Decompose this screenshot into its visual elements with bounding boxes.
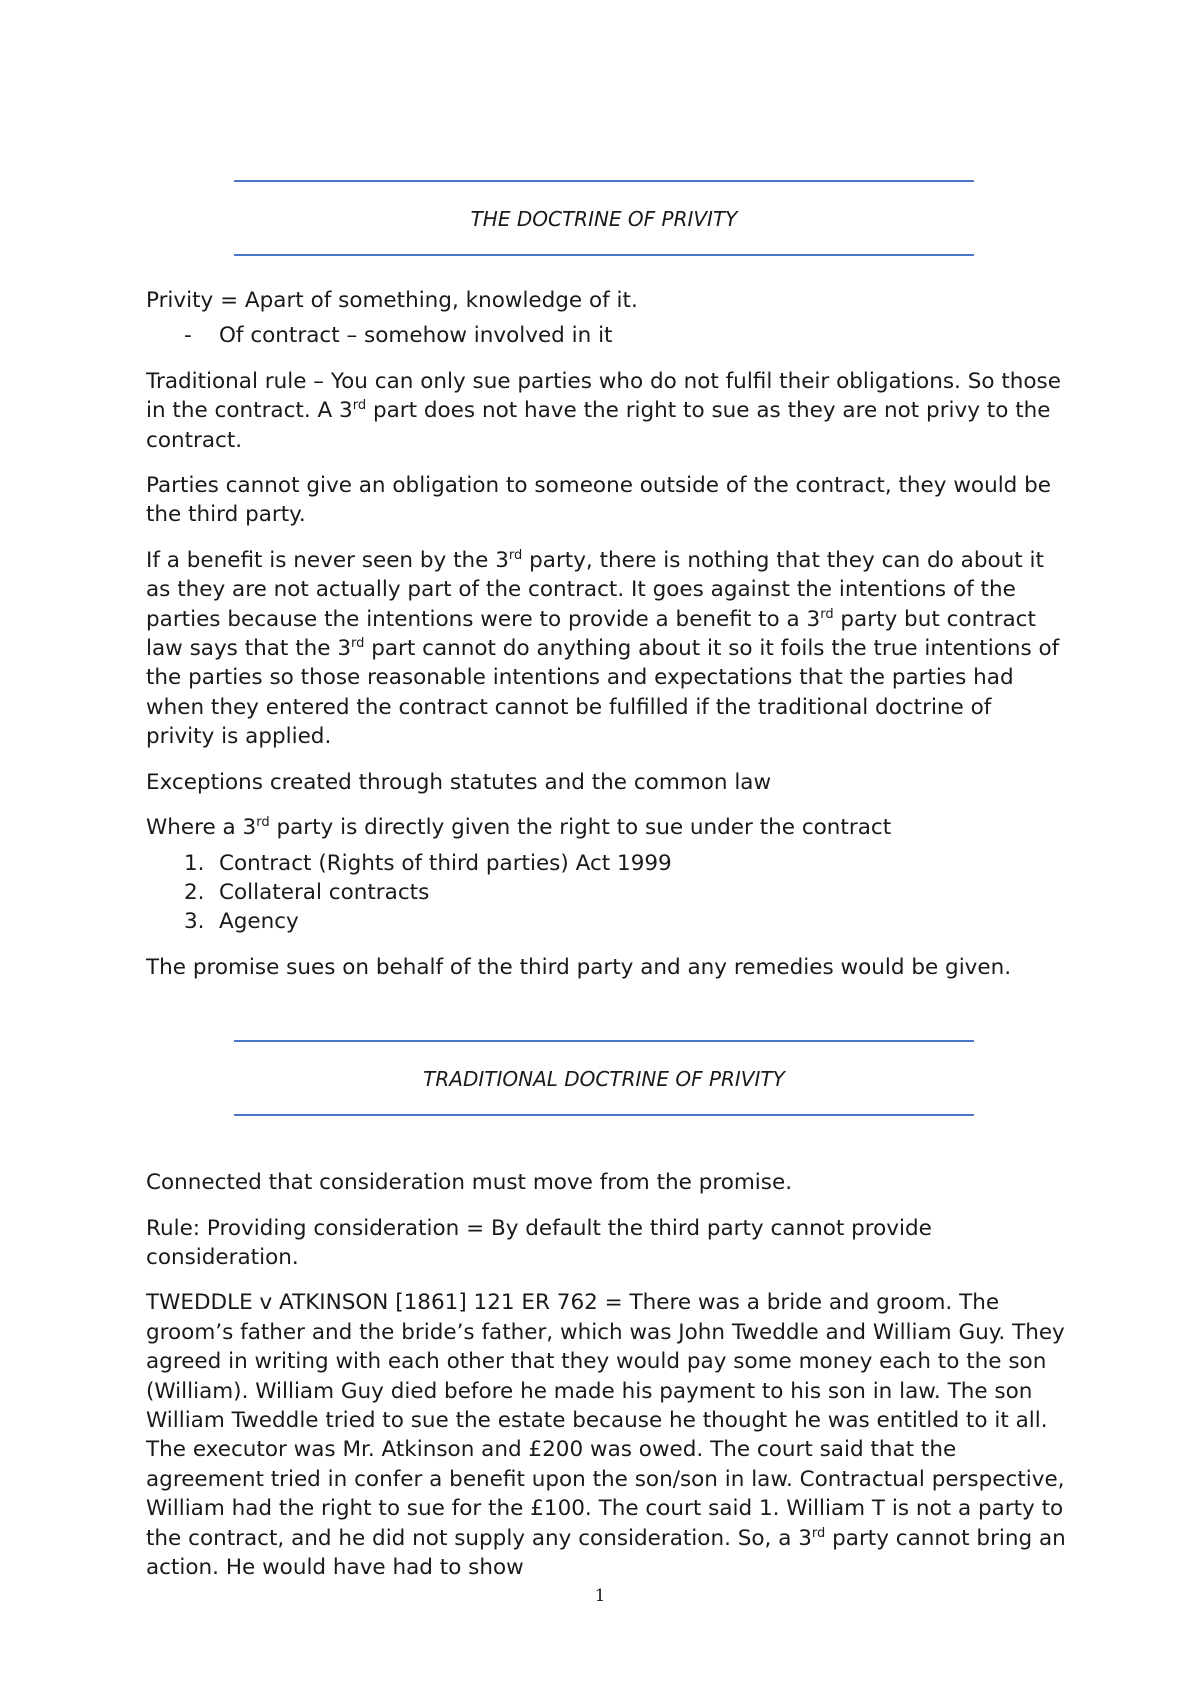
section-heading-block-2 bbox=[234, 1040, 974, 1116]
list-item bbox=[146, 849, 1066, 878]
paragraph bbox=[146, 546, 1066, 752]
text-run: part does not have the right to sue as they are not privy to the contract. bbox=[146, 398, 1051, 453]
text-run: Traditional rule – You can only sue parties who do not fulfil their obligations. So those in the contract. A 3 bbox=[146, 368, 1061, 424]
text-run: Where a 3 bbox=[146, 815, 257, 841]
dash-list-item bbox=[146, 321, 1066, 350]
section-heading-2: TRADITIONAL DOCTRINE OF PRIVITY bbox=[423, 1067, 785, 1091]
heading-rule-bottom bbox=[234, 1114, 974, 1116]
superscript: rd bbox=[351, 636, 365, 652]
list-number: 3. bbox=[184, 909, 205, 935]
text-run: party cannot bring an action. He would have had to show bbox=[146, 1525, 1066, 1580]
list-number: 1. bbox=[184, 850, 205, 876]
document-body bbox=[146, 286, 1066, 1598]
list-item-text: Contract (Rights of third parties) Act 1999 bbox=[219, 850, 672, 876]
paragraph: Connected that consideration must move from the promise. bbox=[146, 1170, 793, 1196]
text-run: part cannot do anything about it so it foils the true intentions of the parties so those reasonable intentions and expectations that the parties had when they entered the contract cannot be fulfilled if the traditional doctrine of privity is applied. bbox=[146, 636, 1060, 750]
list-item-text: Collateral contracts bbox=[219, 879, 430, 905]
text-run: party, there is nothing that they can do about it as they are not actually part of the contract. It goes against the intentions of the parties because the intentions were to provide a benefit to a 3 bbox=[146, 547, 1044, 632]
superscript: rd bbox=[352, 398, 367, 414]
superscript: rd bbox=[820, 606, 834, 622]
text-run: If a benefit is never seen by the 3 bbox=[146, 547, 509, 573]
paragraph: The promise sues on behalf of the third party and any remedies would be given. bbox=[146, 954, 1012, 980]
superscript: rd bbox=[811, 1525, 826, 1541]
numbered-list bbox=[146, 849, 1066, 937]
paragraph bbox=[146, 1288, 1066, 1582]
text-run: TWEDDLE v ATKINSON [1861] 121 ER 762 = There was a bride and groom. The groom’s father and the bride’s father, which was John Tweddle and William Guy. They agreed in writing with each other that they would pay some money each to the son (William). William Guy died before he made his payment to his son in law. The son William Tweddle tried to sue the estate because he thought he was entitled to it all. The executor was Mr. Atkinson and £200 was owed. The court said that the agreement tried in confer a benefit upon the son/son in law. Contractual perspective, William had the right to sue for the £100. The court said 1. William T is not a party to the contract, and he did not supply any consideration. So, a 3 bbox=[146, 1290, 1065, 1551]
dash-marker: - bbox=[184, 323, 192, 349]
list-item bbox=[146, 907, 1066, 936]
text-run: party but contract law says that the 3 bbox=[146, 606, 1036, 662]
dash-item-text: Of contract – somehow involved in it bbox=[219, 323, 613, 349]
section-heading-1: THE DOCTRINE OF PRIVITY bbox=[470, 207, 738, 231]
list-item-text: Agency bbox=[219, 909, 299, 935]
superscript: rd bbox=[508, 547, 523, 563]
heading-rule-bottom bbox=[234, 254, 974, 256]
paragraph bbox=[146, 367, 1066, 455]
superscript: rd bbox=[256, 815, 270, 831]
paragraph: Exceptions created through statutes and the common law bbox=[146, 769, 772, 795]
text-run: party is directly given the right to sue under the contract bbox=[269, 815, 892, 841]
list-number: 2. bbox=[184, 879, 205, 905]
section-heading-block-1 bbox=[234, 180, 974, 256]
paragraph: Privity = Apart of something, knowledge of it. bbox=[146, 288, 638, 313]
paragraph bbox=[146, 813, 1066, 842]
page-number: 1 bbox=[594, 1586, 606, 1606]
list-item bbox=[146, 878, 1066, 907]
paragraph: Parties cannot give an obligation to someone outside of the contract, they would be the third party. bbox=[146, 473, 1052, 528]
paragraph: Rule: Providing consideration = By default the third party cannot provide consideration. bbox=[146, 1215, 932, 1270]
